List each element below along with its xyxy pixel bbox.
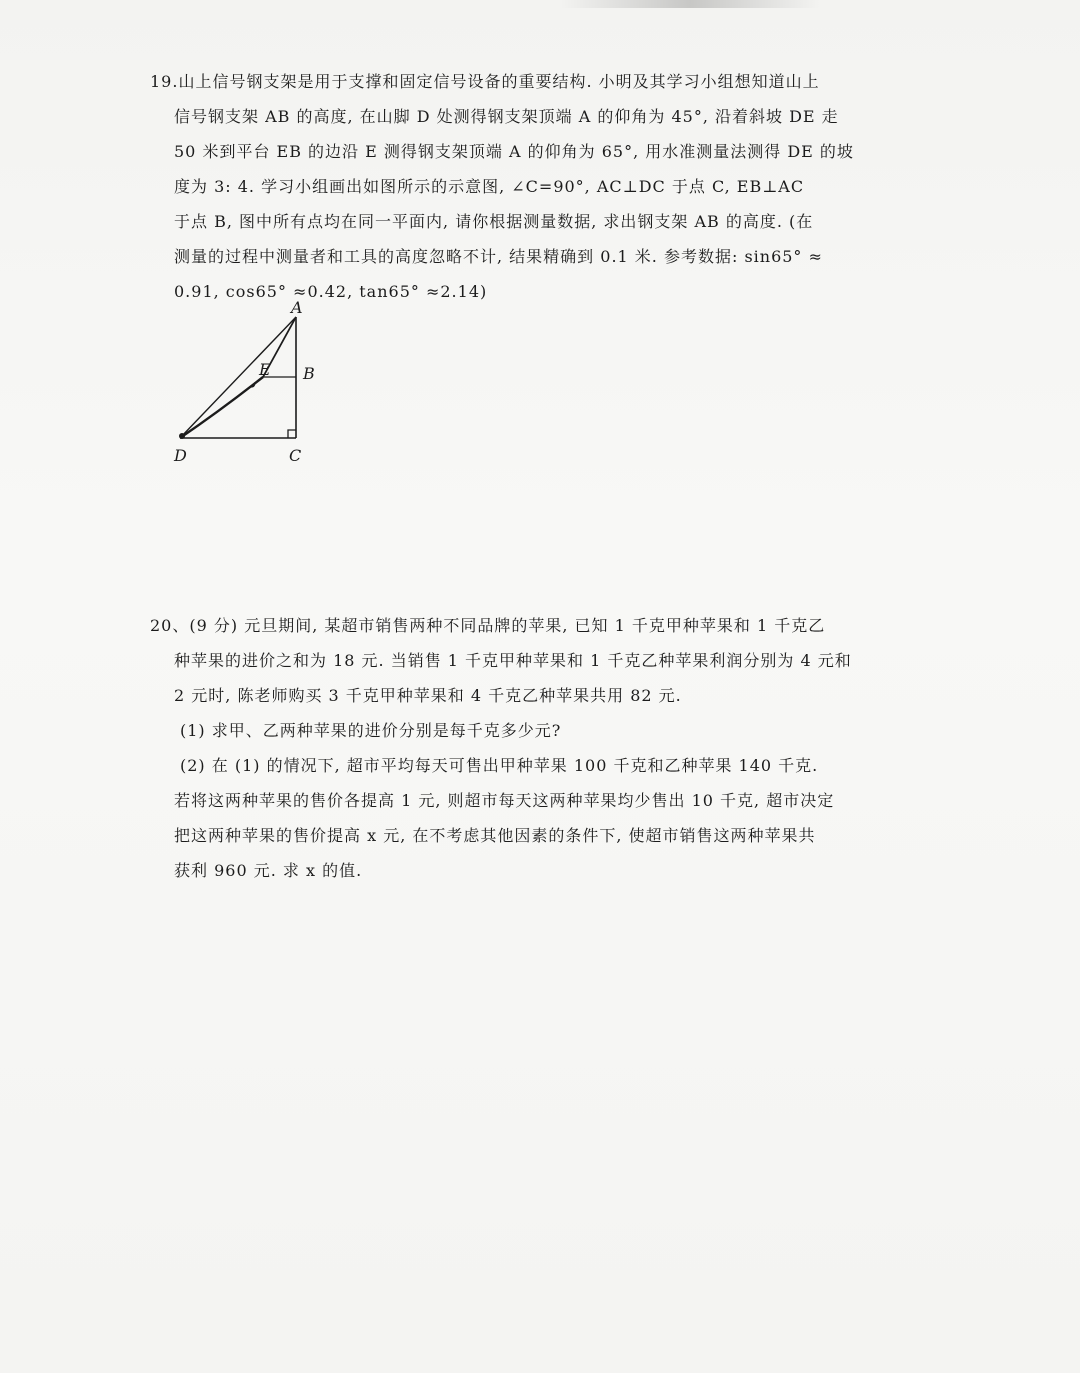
- q20-part-1: (1) 求甲、乙两种苹果的进价分别是每千克多少元?: [180, 721, 562, 740]
- q20-part-2-line-4: 获利 960 元. 求 x 的值.: [174, 861, 363, 880]
- point-d-dot: [179, 433, 185, 439]
- label-e: E: [259, 360, 271, 379]
- scan-edge-shadow: [560, 0, 820, 8]
- q19-diagram: [165, 295, 335, 475]
- q20-line-1: 20、(9 分) 元旦期间, 某超市销售两种不同品牌的苹果, 已知 1 千克甲种苹果和 1 千克乙: [150, 616, 826, 635]
- q20-part-2-line-1: (2) 在 (1) 的情况下, 超市平均每天可售出甲种苹果 100 千克和乙种苹果 140 千克.: [180, 756, 819, 775]
- q20-line-2: 种苹果的进价之和为 18 元. 当销售 1 千克甲种苹果和 1 千克乙种苹果利润分别为 4 元和: [174, 651, 852, 670]
- q20-part-2-line-2: 若将这两种苹果的售价各提高 1 元, 则超市每天这两种苹果均少售出 10 千克, 超市决定: [174, 791, 835, 810]
- label-d: D: [174, 446, 187, 465]
- q19-line-5: 于点 B, 图中所有点均在同一平面内, 请你根据测量数据, 求出钢支架 AB 的高度. (在: [174, 212, 814, 231]
- label-a: A: [291, 298, 303, 317]
- q19-line-3: 50 米到平台 EB 的边沿 E 测得钢支架顶端 A 的仰角为 65°, 用水准测量法测得 DE 的坡: [174, 142, 854, 161]
- label-c: C: [289, 446, 302, 465]
- q19-line-6: 测量的过程中测量者和工具的高度忽略不计, 结果精确到 0.1 米. 参考数据: sin65° ≈: [174, 247, 823, 266]
- q19-line-7: 0.91, cos65° ≈0.42, tan65° ≈2.14): [174, 282, 488, 301]
- slope-de: [180, 377, 263, 438]
- right-angle-mark: [288, 430, 296, 438]
- q19-line-1: 19.山上信号钢支架是用于支撑和固定信号设备的重要结构. 小明及其学习小组想知道山上: [150, 72, 820, 91]
- question-20: [150, 608, 852, 888]
- question-19: [150, 64, 854, 309]
- q19-line-4: 度为 3: 4. 学习小组画出如图所示的示意图, ∠C=90°, AC⊥DC 于点 C, EB⊥AC: [174, 177, 805, 196]
- q20-part-2-line-3: 把这两种苹果的售价提高 x 元, 在不考虑其他因素的条件下, 使超市销售这两种苹果共: [174, 826, 816, 845]
- q20-line-3: 2 元时, 陈老师购买 3 千克甲种苹果和 4 千克乙种苹果共用 82 元.: [174, 686, 682, 705]
- label-b: B: [303, 364, 315, 383]
- q19-line-2: 信号钢支架 AB 的高度, 在山脚 D 处测得钢支架顶端 A 的仰角为 45°, 沿着斜坡 DE 走: [174, 107, 839, 126]
